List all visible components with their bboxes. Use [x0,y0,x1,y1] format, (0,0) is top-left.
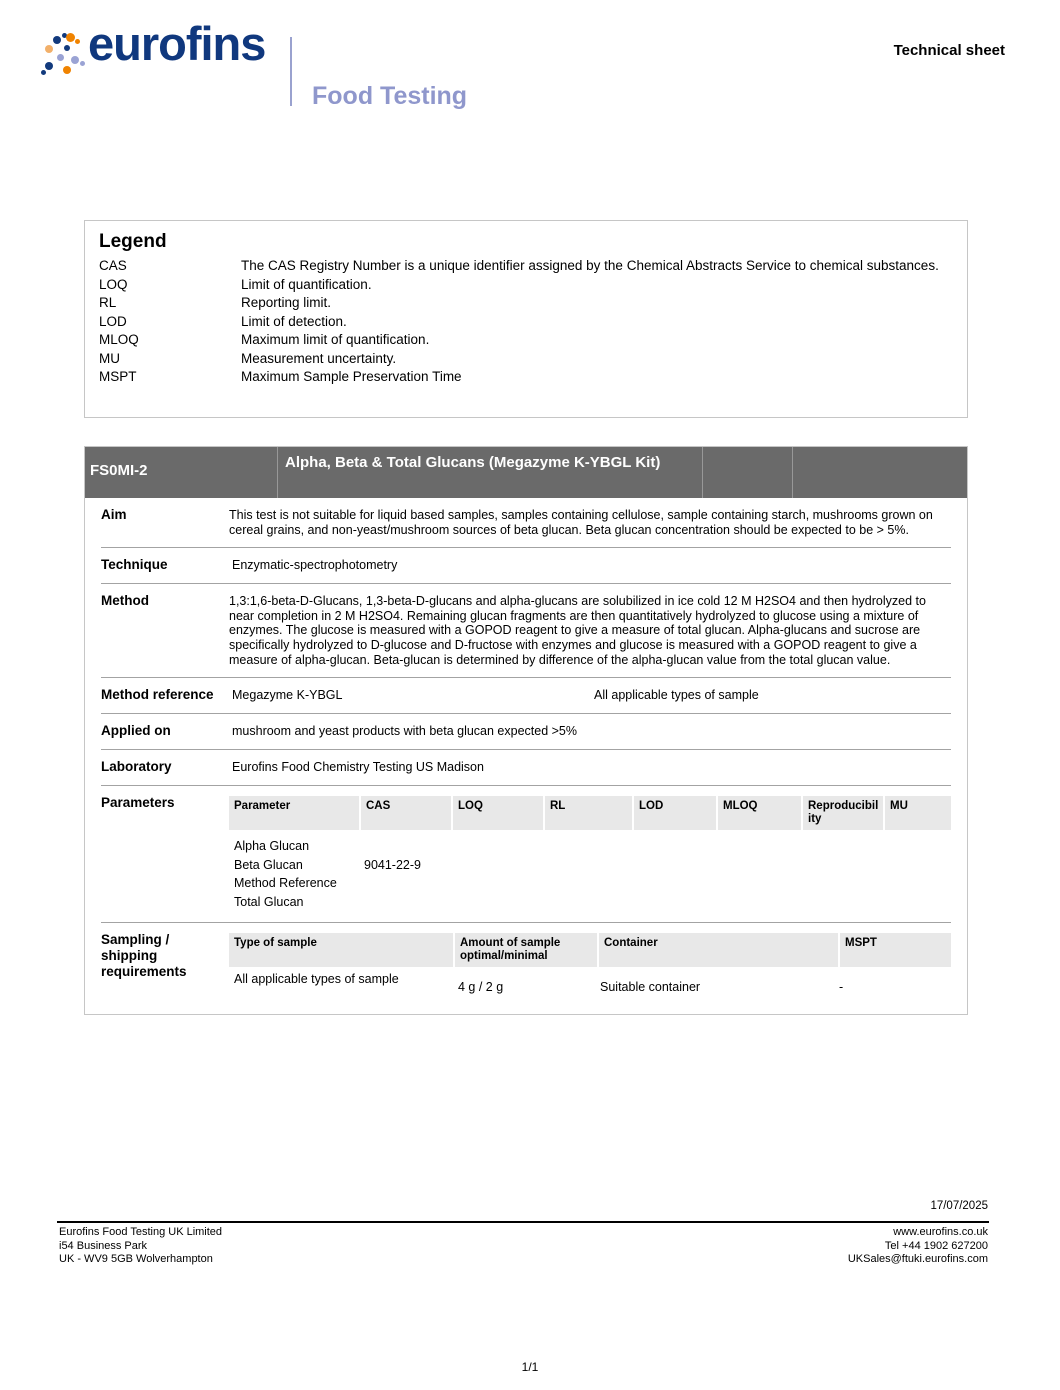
footer-address-line2: UK - WV9 5GB Wolverhampton [59,1253,213,1265]
col-header-amount: Amount of sample optimal/minimal [455,933,597,967]
aim-label: Aim [101,507,127,522]
legend-row [99,257,953,276]
col-header-loq: LOQ [453,796,543,830]
col-header-lod: LOD [634,796,716,830]
method-row [101,583,951,677]
logo-dot [75,39,80,44]
logo-dot [53,36,61,44]
col-header-parameter: Parameter [229,796,359,830]
applied-on-row [101,713,951,749]
col-header-reproducibility: Reproducibility [803,796,883,830]
applied-on-text: mushroom and yeast products with beta glucan expected >5% [232,724,577,739]
method-reference-row [101,677,951,713]
document-date: 17/07/2025 [930,1200,988,1212]
footer-website: www.eurofins.co.uk [893,1226,988,1238]
sampling-type-of-sample: All applicable types of sample [234,971,399,986]
legend-abbr: MLOQ [99,332,139,347]
logo-dot [57,54,64,61]
parameter-name: Beta Glucan [234,857,303,872]
laboratory-row [101,749,951,785]
technique-label: Technique [101,557,168,573]
parameter-name: Alpha Glucan [234,839,310,854]
col-header-mloq: MLOQ [718,796,801,830]
logo-dot [64,45,70,51]
legend-title: Legend [99,231,167,252]
sampling-container: Suitable container [600,979,701,994]
col-header-cas: CAS [361,796,451,830]
sampling-data-row [229,967,951,997]
sampling-mspt: - [839,979,844,994]
eurofins-logo [38,17,498,121]
aim-text: This test is not suitable for liquid based samples, samples containing cellulose, sample containing starch, mushrooms grown on cereal grains, and non-yeast/mushroom sources of beta glucan. Beta glucan concentration should be expected to be > 5%. [229,508,933,537]
parameter-cas: 9041-22-9 [364,857,421,872]
legend-row [99,276,953,295]
parameter-row [229,856,951,875]
technique-row [101,547,951,583]
method-reference-content [229,687,951,703]
legend-box [84,220,968,418]
legend-row [99,313,953,332]
sampling-amount: 4 g / 2 g [458,979,504,994]
logo-dot [41,70,46,75]
doc-type-title: Technical sheet [893,42,1005,59]
parameter-row [229,893,951,912]
footer-phone: Tel +44 1902 627200 [884,1239,988,1252]
logo-dot [66,33,75,42]
logo-dot [80,61,85,66]
sampling-label: Sampling / shipping requirements [101,931,187,979]
laboratory-label: Laboratory [101,759,172,775]
legend-abbr: MSPT [99,369,137,384]
applied-on-label: Applied on [101,723,171,739]
col-header-type-of-sample: Type of sample [229,933,453,967]
method-reference-applicability: All applicable types of sample [594,688,759,703]
logo-divider [290,37,292,106]
legend-definition: Maximum Sample Preservation Time [241,369,462,384]
laboratory-text: Eurofins Food Chemistry Testing US Madison [232,760,484,775]
parameter-name: Total Glucan [234,894,304,909]
sheet-rows [85,498,967,1014]
footer-address-block [59,1226,222,1267]
method-label: Method [101,593,149,609]
parameter-cas [359,874,449,893]
parameters-table [229,795,951,911]
sampling-table [229,932,951,997]
aim-row [101,498,951,547]
parameters-header-row [229,796,951,830]
legend-definition: Reporting limit. [241,295,332,310]
legend-abbr: LOQ [99,276,128,292]
parameter-name: Method Reference [234,876,337,891]
legend-row [99,350,953,369]
legend-definition: The CAS Registry Number is a unique identifier assigned by the Chemical Abstracts Service to chemical substances. [241,258,939,273]
parameters-label: Parameters [101,795,175,811]
method-text: 1,3:1,6-beta-D-Glucans, 1,3-beta-D-glucans and alpha-glucans are solubilized in ice cold 12 M H2SO4 and then hydrolyzed to near completion in 2 M H2SO4. Remaining glucan fragments are then quantitatively hydrolyzed to glucose using a mixture of enzymes. The glucose is measured with a GOPOD reagent to give a measure of total glucan. Alpha-glucans and sucrose are specifically hydrolyzed to D-glucose and D-fructose with enzymes and glucose is measured with a GOPOD reagent to give a measure of alpha-glucan. Beta-glucan is determined by difference of the alpha-glucan value from the total glucan value. [229,594,926,667]
header-band-empty-cell [703,447,793,498]
logo-dot [45,62,53,70]
brand-name: eurofins [88,17,266,70]
legend-abbr: CAS [99,258,127,273]
test-title: Alpha, Beta & Total Glucans (Megazyme K-YBGL Kit) [278,447,703,498]
legend-abbr: LOD [99,313,127,329]
parameters-row [101,785,951,921]
legend-row [99,294,953,313]
logo-dot [45,45,53,53]
test-code: FS0MI-2 [85,447,278,498]
sheet-header-band [85,447,967,498]
method-reference-label: Method reference [101,687,214,703]
col-header-rl: RL [545,796,632,830]
page-number: 1/1 [521,1360,539,1374]
footer-contact-block [848,1226,988,1267]
legend-row [99,368,953,387]
col-header-container: Container [599,933,838,967]
footer-address-line1: i54 Business Park [59,1239,148,1252]
col-header-mspt: MSPT [840,933,951,967]
parameter-row [229,874,951,893]
legend-abbr: RL [99,295,117,310]
parameter-row [229,837,951,856]
legend-definition: Maximum limit of quantification. [241,332,430,347]
logo-dot [71,56,79,64]
legend-row [99,331,953,350]
footer-email: UKSales@ftuki.eurofins.com [847,1253,988,1265]
sampling-row [101,922,951,1007]
logo-dot [63,66,71,74]
test-sheet-table [84,446,968,1015]
technique-text: Enzymatic-spectrophotometry [232,558,398,573]
parameter-cas [359,837,449,856]
legend-definition: Limit of quantification. [241,276,372,292]
parameter-cas [359,893,449,912]
sampling-header-row [229,933,951,967]
legend-abbr: MU [99,350,120,366]
legend-definition: Measurement uncertainty. [241,350,397,366]
footer-divider-line [57,1221,989,1223]
division-name: Food Testing [312,82,468,110]
col-header-mu: MU [885,796,951,830]
header-band-empty-cell [793,447,967,498]
footer-company: Eurofins Food Testing UK Limited [59,1226,223,1238]
method-reference-value: Megazyme K-YBGL [232,688,343,703]
legend-definition: Limit of detection. [241,313,347,329]
